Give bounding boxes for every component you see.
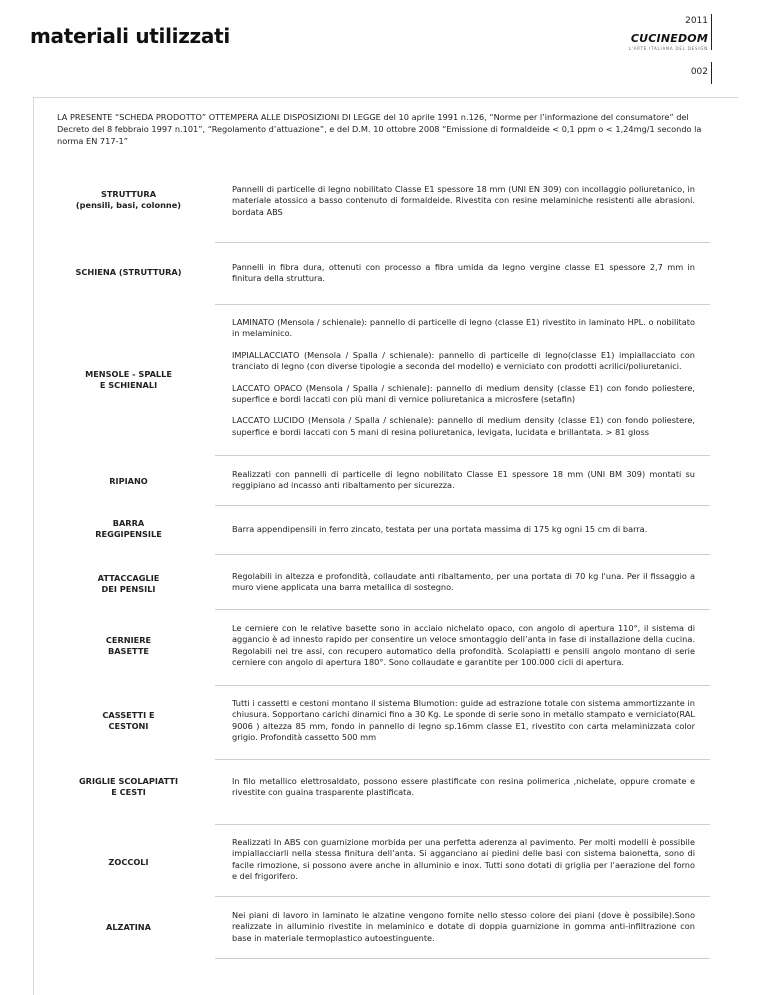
row-divider [215, 896, 710, 897]
row-divider [215, 685, 710, 686]
spec-paragraph: LAMINATO (Mensola / schienale): pannello di particelle di legno (classe E1) rivestito in laminato HPL. o nobilitato in melaminico. [232, 317, 695, 339]
spec-paragraph: Pannelli di particelle di legno nobilitato Classe E1 spessore 18 mm (UNI EN 309) con incollaggio poliuretanico, in materiale atossico a basso contenuto di formaldeide. Rivestita con resine melaminiche resistenti alle abrasioni. bordata ABS [232, 184, 695, 217]
spec-paragraph: Realizzati In ABS con guarnizione morbida per una perfetta aderenza al pavimento. Per molti modelli è possibile impiallacciarli nella stessa finitura dell’anta. Si agganciano ai piedini delle basi con sistema baionetta, sono di facile rimozione, si possono avere anche in alluminio e inox. Tutti sono dotati di griglia per l’aerazione del forno e del frigorifero. [232, 837, 695, 882]
spec-label: ATTACCAGLIE DEI PENSILI [97, 573, 160, 594]
row-divider [215, 455, 710, 456]
row-divider [215, 505, 710, 506]
spec-description [232, 837, 695, 883]
spec-label: SCHIENA (STRUTTURA) [75, 267, 182, 277]
spec-paragraph: LACCATO OPACO (Mensola / Spalla / schienale): pannello di medium density (classe E1) con fondo poliestere, superfice e bordi laccati con più mani di vernice poliuretanica a microsfere (setafin) [232, 382, 695, 405]
spec-paragraph: Regolabili in altezza e profondità, collaudate anti ribaltamento, per una portata di 70 kg l'una. Per il fissaggio a muro viene applicata una barra metallica di sostegno. [232, 571, 695, 593]
brand-name: CUCINEDOM [630, 32, 708, 45]
spec-description [232, 571, 695, 594]
page-title: materiali utilizzati [30, 24, 230, 48]
spec-paragraph: Pannelli in fibra dura, ottenuti con processo a fibra umida da legno vergine classe E1 spessore 2,7 mm in finitura della struttura. [232, 262, 695, 284]
spec-label: STRUTTURA (pensili, basi, colonne) [75, 189, 182, 210]
spec-description [232, 184, 695, 218]
spec-description [232, 698, 695, 744]
page-number-divider [711, 62, 712, 84]
spec-label: GRIGLIE SCOLAPIATTI E CESTI [78, 776, 179, 797]
row-divider [215, 824, 710, 825]
spec-description [232, 469, 695, 492]
spec-description [232, 524, 695, 535]
spec-label: CERNIERE BASETTE [105, 635, 152, 656]
brand-logo [629, 32, 708, 51]
spec-paragraph: In filo metallico elettrosaldato, possono essere plastificate con resina polimerica ,nichelate, oppure cromate e rivestite con guaina trasparente plastificata. [232, 776, 695, 798]
spec-description [232, 317, 695, 438]
spec-paragraph: LACCATO LUCIDO (Mensola / Spalla / schienale): pannello di medium density (classe E1) con fondo poliestere, superfice e bordi laccati con 5 mani di resina poliuretanica, levigata, lucidata e brillantata. > 81 gloss [232, 415, 695, 437]
spec-description [232, 776, 695, 799]
spec-paragraph: Barra appendipensili in ferro zincato, testata per una portata massima di 175 kg ogni 15 cm di barra. [232, 524, 648, 534]
spec-label: MENSOLE - SPALLE E SCHIENALI [85, 369, 172, 390]
row-divider [215, 759, 710, 760]
row-divider [215, 958, 710, 959]
spec-paragraph: Le cerniere con le relative basette sono in acciaio nichelato opaco, con angolo di apertura 110°, il sistema di aggancio è ad innesto rapido per consentire un veloce smontaggio dell’anta in fase di installazione della cucina. Regolabili nei tre assi, con recupero automatico della profondità. Scolapiatti e pensili angolo montano di serie cerniere con angolo di apertura 180°. Sono collaudate e garantite per 100.000 cicli di apertura. [232, 623, 695, 668]
spec-label: CASSETTI E CESTONI [102, 710, 155, 731]
spec-description [232, 262, 695, 285]
spec-label: RIPIANO [109, 476, 148, 486]
spec-paragraph: Nei piani di lavoro in laminato le alzatine vengono fornite nello stesso colore dei piani (dove è possibile).Sono realizzate in alluminio rivestite in melaminico e dotate di doppia guarnizione in gomma anti-infiltrazione con base in materiale termoplastico autoestinguente. [232, 910, 695, 943]
spec-paragraph: IMPIALLACCIATO (Mensola / Spalla / schienale): pannello di particelle di legno(classe E1) impiallacciato con tranciato di legno (con diverse tipologie a seconda del modello) e verniciato con prodotti acrilici/poliuretanici. [232, 349, 695, 372]
spec-label: BARRA REGGIPENSILE [95, 518, 162, 539]
page-number: 002 [690, 67, 708, 77]
brand-tagline: L'ARTE ITALIANA DEL DESIGN [628, 46, 708, 51]
spec-label: ALZATINA [105, 922, 151, 932]
spec-description [232, 910, 695, 944]
row-divider [215, 304, 710, 305]
header-divider [711, 14, 712, 50]
spec-paragraph: Tutti i cassetti e cestoni montano il sistema Blumotion: guide ad estrazione totale con sistema ammortizzante in chiusura. Sopportano carichi dinamici fino a 30 Kg. Le sponde di serie sono in metallo stampato e verniciato(RAL 9006 ) altezza 85 mm, fondo in pannello di legno sp.16mm classe E1, rivestito con carta melaminizzata color grigio. Profondità cassetto 500 mm [232, 698, 695, 743]
row-divider [215, 609, 710, 610]
spec-label: ZOCCOLI [108, 857, 149, 867]
intro-text: LA PRESENTE “SCHEDA PRODOTTO” OTTEMPERA ALLE DISPOSIZIONI DI LEGGE del 10 aprile 1991 n.126, “Norme per l’informazione del consumatore” del Decreto del 8 febbraio 1997 n.101”, “Regolamento d’attuazione”, e del D.M. 10 ottobre 2008 “Emissione di formaldeide < 0,1 ppm o < 1,24mg/1 secondo la norma EN 717-1” [57, 112, 702, 146]
row-divider [215, 242, 710, 243]
spec-description [232, 623, 695, 669]
year-label: 2011 [685, 16, 708, 26]
row-divider [215, 554, 710, 555]
spec-paragraph: Realizzati con pannelli di particelle di legno nobilitato Classe E1 spessore 18 mm (UNI BM 309) montati su reggipiano ad incasso anti ribaltamento per sicurezza. [232, 469, 695, 491]
